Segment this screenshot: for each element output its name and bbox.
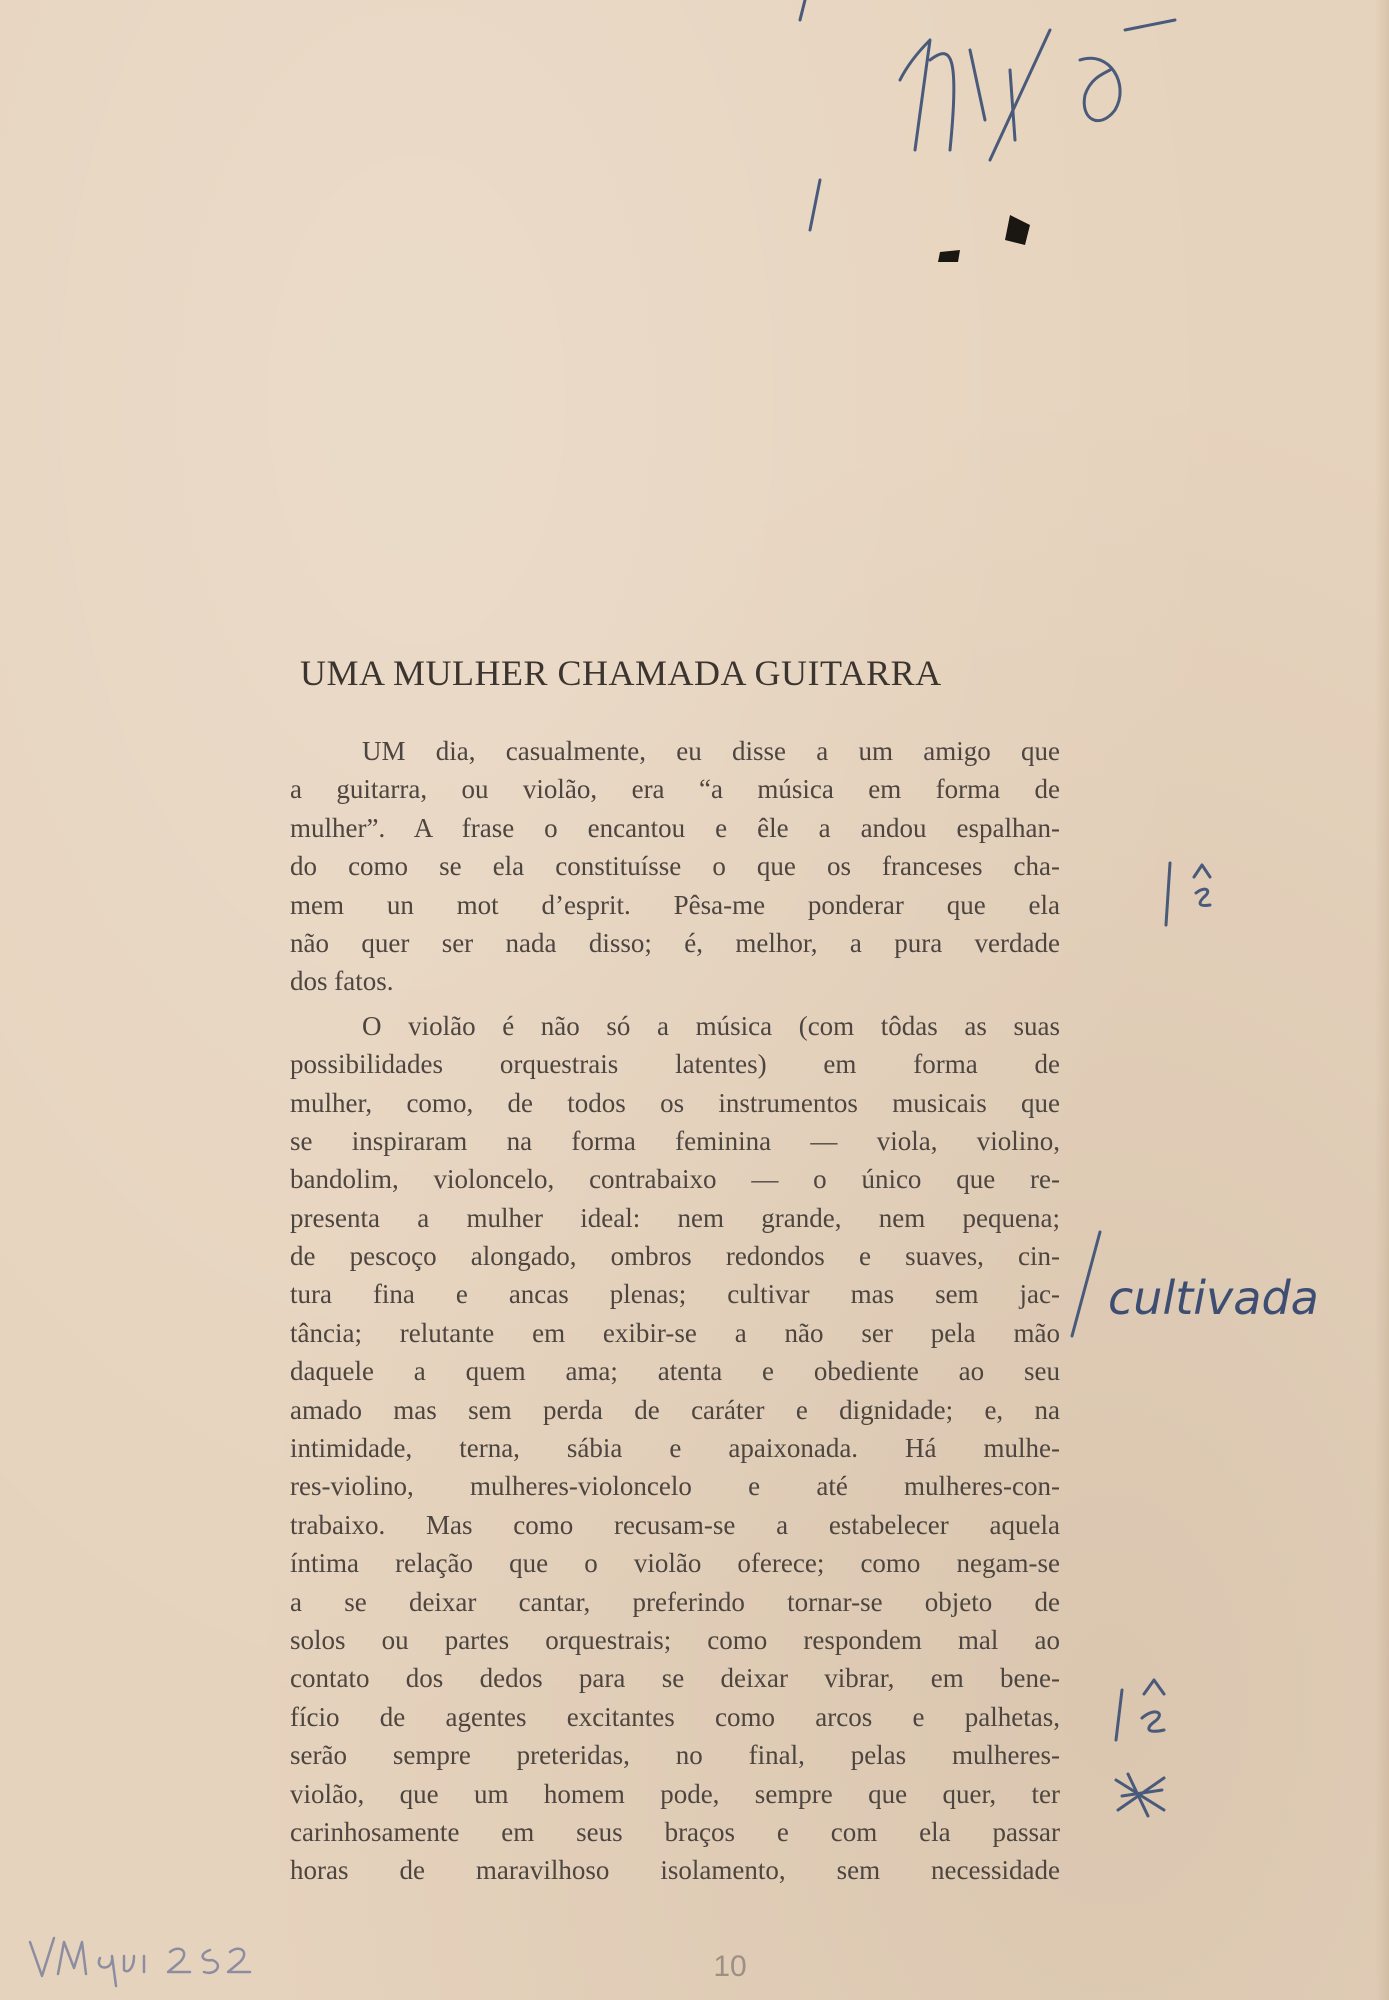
text-line: violão, que um homem pode, sempre que quer, ter — [290, 1778, 1060, 1809]
text-line: não quer ser nada disso; é, melhor, a pura verdade — [290, 927, 1060, 958]
svg-text:cultivada: cultivada — [1108, 1271, 1319, 1325]
text-line: horas de maravilhoso isolamento, sem necessidade — [290, 1855, 1060, 1886]
text-line: solos ou partes orquestrais; como respondem mal ao — [290, 1624, 1060, 1655]
handwritten-footer-signature — [20, 1928, 260, 1988]
paragraph-2 — [290, 1007, 1060, 1890]
text-line: a se deixar cantar, preferindo tornar-se objeto de — [290, 1586, 1060, 1617]
body-text — [290, 732, 1060, 1890]
text-line: mem un mot d’esprit. Pêsa-me ponderar que ela — [290, 889, 1060, 920]
handwritten-top-mark — [780, 0, 1200, 280]
margin-correction-3 — [1108, 1670, 1188, 1830]
text-line: mulher”. A frase o encantou e êle a andou espalhan- — [290, 812, 1060, 843]
text-line: daquele a quem ama; atenta e obediente ao seu — [290, 1356, 1060, 1387]
text-line: fício de agentes excitantes como arcos e palhetas, — [290, 1701, 1060, 1732]
text-line: contato dos dedos para se deixar vibrar, em bene- — [290, 1663, 1060, 1694]
text-line: tância; relutante em exibir-se a não ser pela mão — [290, 1317, 1060, 1348]
document-title: UMA MULHER CHAMADA GUITARRA — [300, 653, 942, 693]
text-line: dos fatos. — [290, 966, 394, 997]
text-line: bandolim, violoncelo, contrabaixo — o único que re- — [290, 1164, 1060, 1195]
text-line: se inspiraram na forma feminina — viola, violino, — [290, 1125, 1060, 1156]
text-line: íntima relação que o violão oferece; como negam-se — [290, 1548, 1060, 1579]
margin-correction-2 — [1064, 1228, 1384, 1348]
text-line: a guitarra, ou violão, era “a música em forma de — [290, 774, 1060, 805]
text-line: res-violino, mulheres-violoncelo e até mulheres-con- — [290, 1471, 1060, 1502]
paper-edge-shadow — [1375, 0, 1389, 2000]
text-line: UM dia, casualmente, eu disse a um amigo que — [362, 736, 1060, 766]
text-line: tura fina e ancas plenas; cultivar mas sem jac- — [290, 1279, 1060, 1310]
text-line: intimidade, terna, sábia e apaixonada. Há mulhe- — [290, 1433, 1060, 1464]
text-line: possibilidades orquestrais latentes) em forma de — [290, 1049, 1060, 1080]
text-line: de pescoço alongado, ombros redondos e suaves, cin- — [290, 1241, 1060, 1272]
text-line: O violão é não só a música (com tôdas as suas — [362, 1010, 1060, 1041]
text-line: do como se ela constituísse o que os franceses cha- — [290, 851, 1060, 882]
text-line: amado mas sem perda de caráter e dignidade; e, na — [290, 1394, 1060, 1425]
text-line: serão sempre preteridas, no final, pelas mulheres- — [290, 1740, 1060, 1771]
text-line: presenta a mulher ideal: nem grande, nem pequena; — [290, 1202, 1060, 1233]
text-line: carinhosamente em seus braços e com ela passar — [290, 1816, 1060, 1847]
paragraph-1 — [290, 732, 1060, 1001]
text-line: mulher, como, de todos os instrumentos musicais que — [290, 1087, 1060, 1118]
margin-correction-1 — [1162, 855, 1222, 935]
page-number: 10 — [713, 1950, 747, 1983]
text-line: trabaixo. Mas como recusam-se a estabelecer aquela — [290, 1509, 1060, 1540]
